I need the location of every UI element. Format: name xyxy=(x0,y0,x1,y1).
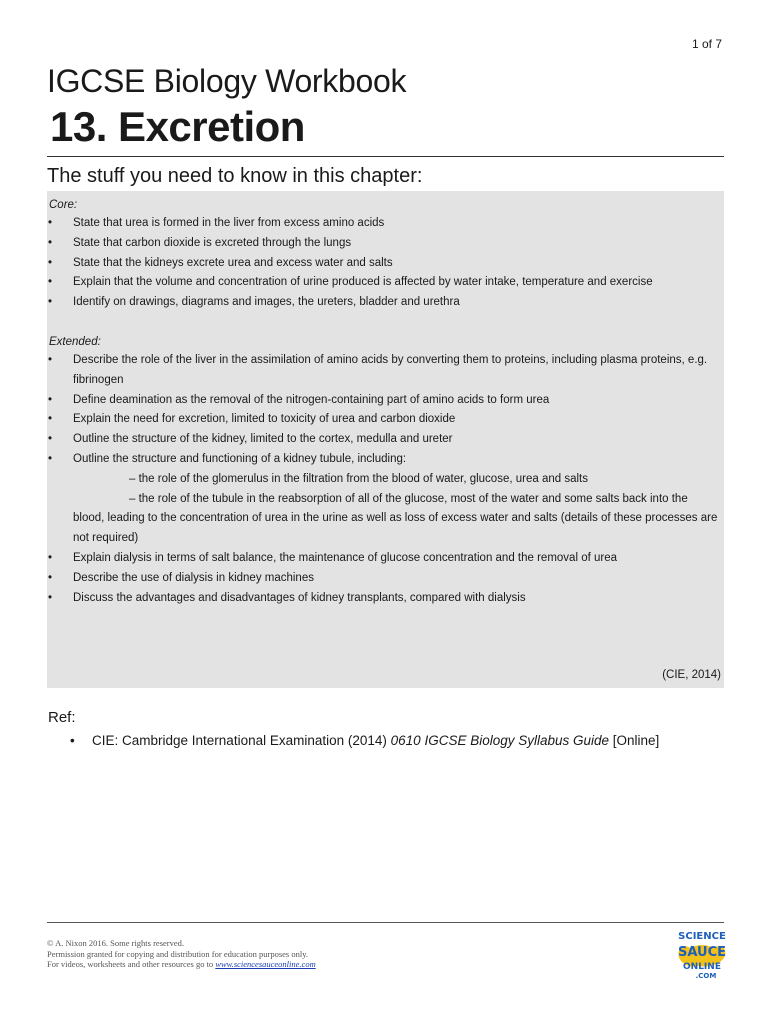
bullet: • xyxy=(48,393,53,406)
bullet: • xyxy=(48,551,53,564)
core-list xyxy=(47,214,724,313)
header-divider xyxy=(47,156,724,157)
reference-item xyxy=(70,733,659,748)
tubule-subitem-glomerulus: – the role of the glomerulus in the filtration from the blood of water, glucose, urea and salts xyxy=(129,472,588,485)
bullet: • xyxy=(48,236,53,249)
logo-text-science: SCIENCE xyxy=(678,931,726,942)
list-item: • Discuss the advantages and disadvantages of kidney transplants, compared with dialysis xyxy=(47,589,724,609)
footer-divider xyxy=(47,922,724,923)
bullet: • xyxy=(48,591,53,604)
objectives-heading: The stuff you need to know in this chapter: xyxy=(47,165,423,187)
list-item: • Describe the role of the liver in the assimilation of amino acids by converting them to proteins, including plasma proteins, e.g. fibrinogen xyxy=(47,351,724,391)
bullet: • xyxy=(48,571,53,584)
list-item: • Define deamination as the removal of the nitrogen-containing part of amino acids to form urea xyxy=(47,391,724,411)
logo-text-sauce: SAUCE xyxy=(677,945,727,960)
bullet: • xyxy=(70,733,75,748)
footer-line-rights: © A. Nixon 2016. Some rights reserved. xyxy=(47,938,185,948)
tubule-subitem-reabsorption: – the role of the tubule in the reabsorption of all of the glucose, most of the water and some salts back into the blood, leading to the concentration of urea in the urine as well as loss of excess water and salts (details of these processes are not required) xyxy=(73,492,718,545)
bullet: • xyxy=(48,217,53,229)
list-item: • Explain that the volume and concentration of urine produced is affected by water intake, temperature and exercise xyxy=(47,273,724,293)
bullet: • xyxy=(48,452,53,465)
extended-label: Extended: xyxy=(49,335,101,348)
bullet: • xyxy=(48,413,53,426)
website-link[interactable]: www.sciencesauceonline.com xyxy=(215,959,316,969)
extended-list xyxy=(47,351,724,608)
bullet: • xyxy=(48,276,53,289)
list-item: • State that the kidneys excrete urea and excess water and salts xyxy=(47,254,724,274)
bullet: • xyxy=(48,353,53,366)
list-item: • Outline the structure of the kidney, limited to the cortex, medulla and ureter xyxy=(47,430,724,450)
syllabus-citation: (CIE, 2014) xyxy=(662,669,721,681)
bullet: • xyxy=(48,296,53,309)
list-item: • Identify on drawings, diagrams and images, the ureters, bladder and urethra xyxy=(47,293,724,313)
spacer xyxy=(47,313,724,333)
footer-copyright xyxy=(47,938,316,970)
references-list xyxy=(70,733,659,748)
reference-suffix: [Online] xyxy=(609,733,660,748)
footer-line-permission: Permission granted for copying and distribution for education purposes only. xyxy=(47,948,309,959)
workbook-title: IGCSE Biology Workbook xyxy=(47,63,407,99)
footer-line-resources: For videos, worksheets and other resources go to www.sciencesauceonline.com xyxy=(47,959,316,969)
bullet: • xyxy=(48,256,53,269)
references-heading: Ref: xyxy=(48,709,76,726)
objectives-box xyxy=(47,191,724,688)
bullet: • xyxy=(48,433,53,446)
list-item: • Explain dialysis in terms of salt balance, the maintenance of glucose concentration and the removal of urea xyxy=(47,549,724,569)
list-item: • Explain the need for excretion, limited to toxicity of urea and carbon dioxide xyxy=(47,410,724,430)
core-label: Core: xyxy=(49,199,78,211)
list-item: • Describe the use of dialysis in kidney machines xyxy=(47,569,724,589)
chapter-title: 13. Excretion xyxy=(50,103,305,150)
logo-text-online: ONLINE xyxy=(683,962,721,972)
list-item: • Outline the structure and functioning of a kidney tubule, including: – the role of the glomerulus in the filtration from the blood of water, glucose, urea and salts – the role of the tubule in the reabsorption of all of the glucose, most of the water and some salts back into the blood, leading to the concentration of urea in the urine as well as loss of excess water and salts (details of these processes are not required) xyxy=(47,450,724,549)
reference-prefix: CIE: Cambridge International Examination (2014) xyxy=(92,733,391,748)
list-item: • State that urea is formed in the liver from excess amino acids xyxy=(47,214,724,234)
science-sauce-logo-icon xyxy=(674,928,730,980)
logo-text-com: .COM xyxy=(695,972,717,980)
list-item: • State that carbon dioxide is excreted through the lungs xyxy=(47,234,724,254)
page-number: 1 of 7 xyxy=(691,37,722,51)
reference-title: 0610 IGCSE Biology Syllabus Guide xyxy=(390,733,610,748)
